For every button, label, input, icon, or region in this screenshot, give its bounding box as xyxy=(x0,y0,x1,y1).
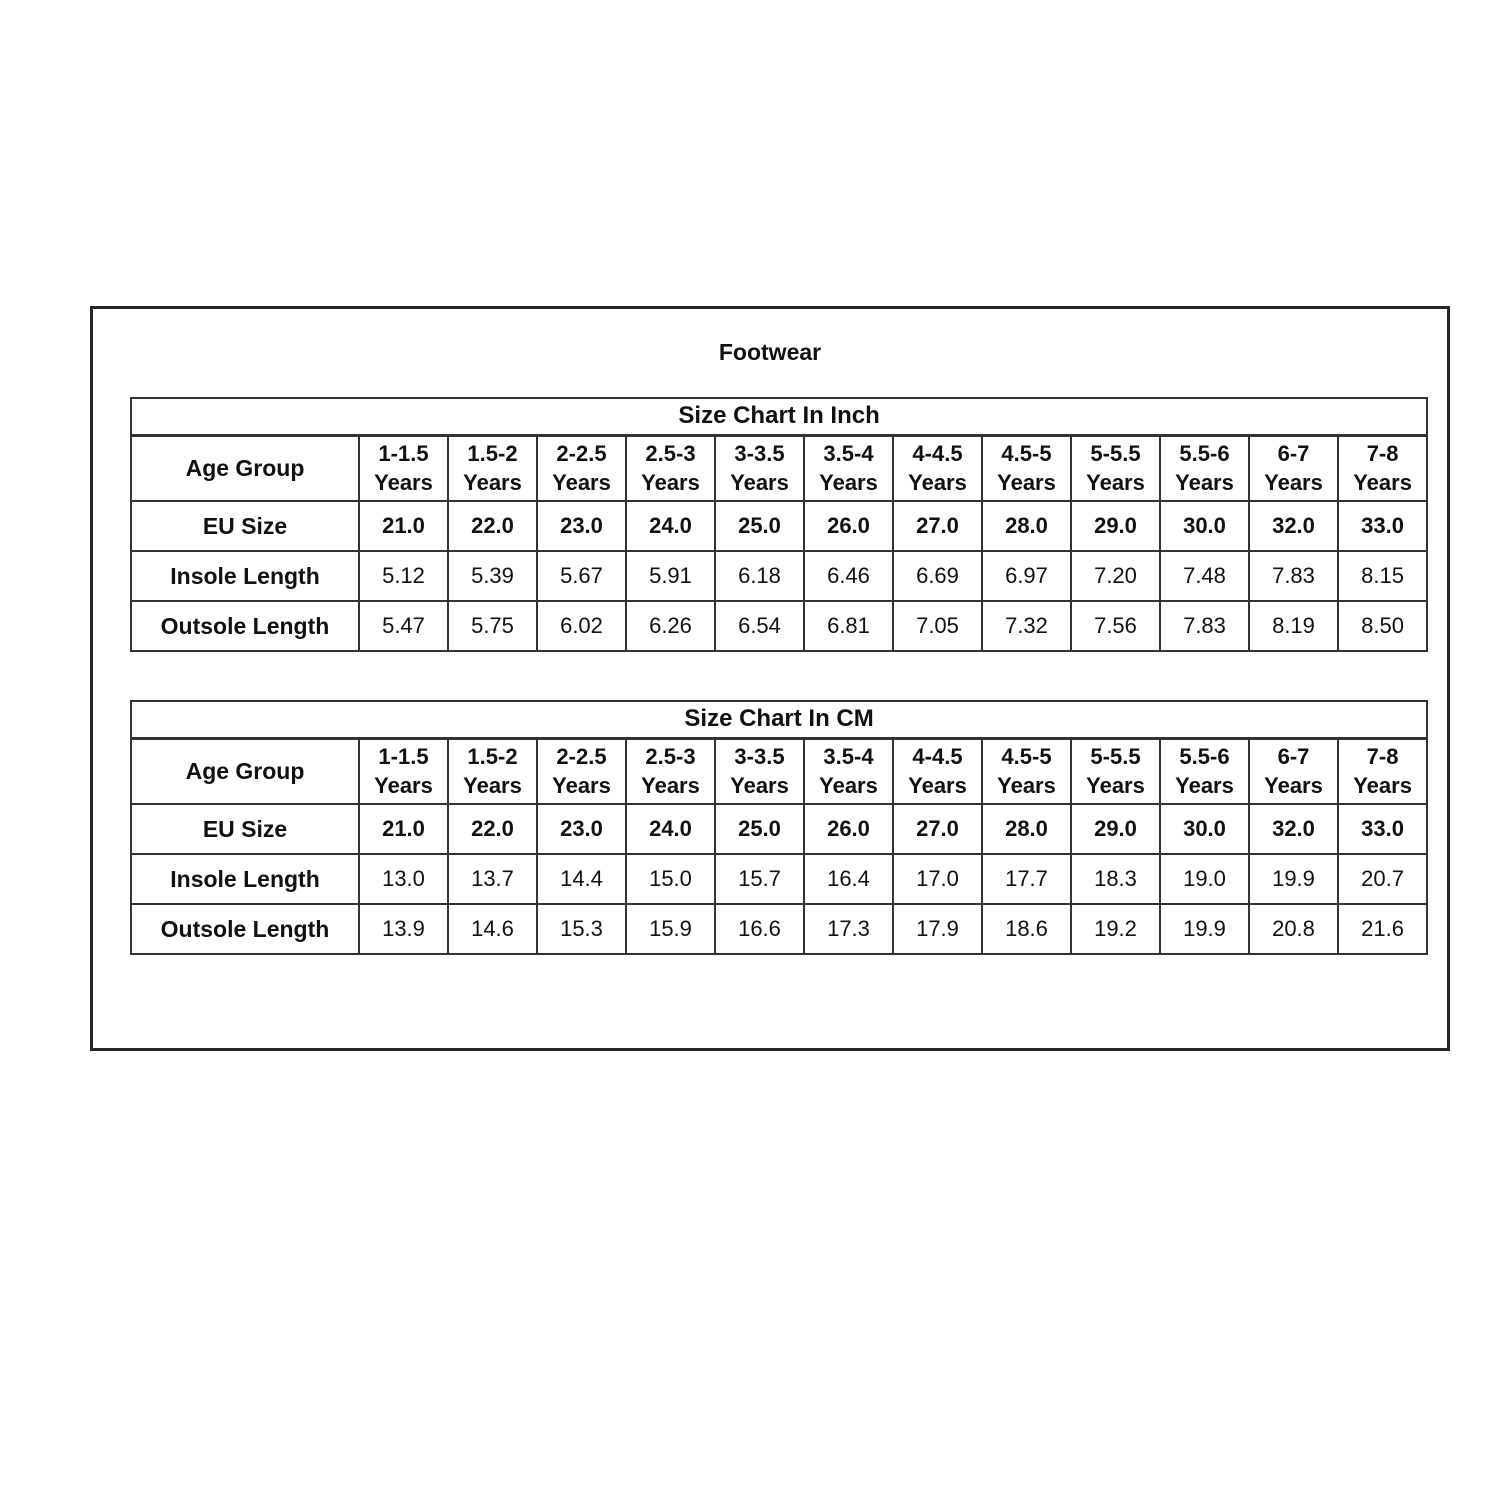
insole-length-cell: 5.67 xyxy=(537,551,626,601)
age-group-cell: 4.5-5 Years xyxy=(982,738,1071,804)
eu-size-cell: 28.0 xyxy=(982,804,1071,854)
outsole-length-cell: 5.47 xyxy=(359,601,448,651)
outsole-length-cell: 13.9 xyxy=(359,904,448,954)
eu-size-cell: 27.0 xyxy=(893,804,982,854)
age-group-cell: 3-3.5 Years xyxy=(715,435,804,501)
outsole-length-cell: 14.6 xyxy=(448,904,537,954)
row-label-age-group: Age Group xyxy=(131,738,359,804)
outsole-length-cell: 8.19 xyxy=(1249,601,1338,651)
outsole-length-cell: 6.81 xyxy=(804,601,893,651)
insole-length-cell: 15.7 xyxy=(715,854,804,904)
outsole-length-cell: 17.9 xyxy=(893,904,982,954)
age-group-cell: 2-2.5 Years xyxy=(537,435,626,501)
insole-length-cell: 6.46 xyxy=(804,551,893,601)
insole-length-cell: 19.0 xyxy=(1160,854,1249,904)
insole-length-cell: 17.0 xyxy=(893,854,982,904)
insole-length-cell: 7.20 xyxy=(1071,551,1160,601)
outsole-length-cell: 6.26 xyxy=(626,601,715,651)
eu-size-cell: 29.0 xyxy=(1071,501,1160,551)
insole-length-cell: 5.39 xyxy=(448,551,537,601)
age-group-cell: 5.5-6 Years xyxy=(1160,738,1249,804)
eu-size-cell: 27.0 xyxy=(893,501,982,551)
age-group-cell: 5-5.5 Years xyxy=(1071,435,1160,501)
outsole-length-cell: 7.32 xyxy=(982,601,1071,651)
insole-length-cell: 5.12 xyxy=(359,551,448,601)
outsole-length-cell: 7.05 xyxy=(893,601,982,651)
age-group-cell: 6-7 Years xyxy=(1249,435,1338,501)
eu-size-cell: 23.0 xyxy=(537,804,626,854)
age-group-cell: 6-7 Years xyxy=(1249,738,1338,804)
age-group-cell: 5.5-6 Years xyxy=(1160,435,1249,501)
outsole-length-cell: 5.75 xyxy=(448,601,537,651)
outsole-length-cell: 7.83 xyxy=(1160,601,1249,651)
age-group-cell: 3-3.5 Years xyxy=(715,738,804,804)
age-group-cell: 4.5-5 Years xyxy=(982,435,1071,501)
eu-size-cell: 30.0 xyxy=(1160,804,1249,854)
outsole-length-cell: 15.9 xyxy=(626,904,715,954)
age-group-cell: 5-5.5 Years xyxy=(1071,738,1160,804)
age-group-cell: 1.5-2 Years xyxy=(448,738,537,804)
outsole-length-cell: 18.6 xyxy=(982,904,1071,954)
age-group-cell: 2-2.5 Years xyxy=(537,738,626,804)
insole-length-cell: 6.97 xyxy=(982,551,1071,601)
eu-size-cell: 22.0 xyxy=(448,501,537,551)
insole-length-cell: 6.69 xyxy=(893,551,982,601)
outsole-length-cell: 6.54 xyxy=(715,601,804,651)
eu-size-cell: 25.0 xyxy=(715,804,804,854)
age-group-cell: 1-1.5 Years xyxy=(359,738,448,804)
age-group-cell: 2.5-3 Years xyxy=(626,435,715,501)
age-group-cell: 3.5-4 Years xyxy=(804,738,893,804)
size-chart-inch-table xyxy=(130,397,1428,652)
eu-size-cell: 24.0 xyxy=(626,501,715,551)
eu-size-cell: 32.0 xyxy=(1249,501,1338,551)
eu-size-cell: 26.0 xyxy=(804,804,893,854)
row-label-outsole-length: Outsole Length xyxy=(131,601,359,651)
outsole-length-cell: 20.8 xyxy=(1249,904,1338,954)
eu-size-cell: 26.0 xyxy=(804,501,893,551)
outsole-length-cell: 19.2 xyxy=(1071,904,1160,954)
table-title: Size Chart In CM xyxy=(131,701,1427,738)
table-title: Size Chart In Inch xyxy=(131,398,1427,435)
outsole-length-cell: 7.56 xyxy=(1071,601,1160,651)
outsole-length-cell: 15.3 xyxy=(537,904,626,954)
insole-length-cell: 13.0 xyxy=(359,854,448,904)
insole-length-cell: 7.48 xyxy=(1160,551,1249,601)
row-label-eu-size: EU Size xyxy=(131,804,359,854)
eu-size-cell: 22.0 xyxy=(448,804,537,854)
eu-size-cell: 21.0 xyxy=(359,804,448,854)
outsole-length-cell: 8.50 xyxy=(1338,601,1427,651)
age-group-cell: 4-4.5 Years xyxy=(893,738,982,804)
insole-length-cell: 7.83 xyxy=(1249,551,1338,601)
size-chart-panel xyxy=(90,306,1450,1051)
age-group-cell: 4-4.5 Years xyxy=(893,435,982,501)
age-group-cell: 3.5-4 Years xyxy=(804,435,893,501)
eu-size-cell: 29.0 xyxy=(1071,804,1160,854)
insole-length-cell: 16.4 xyxy=(804,854,893,904)
insole-length-cell: 6.18 xyxy=(715,551,804,601)
age-group-cell: 7-8 Years xyxy=(1338,435,1427,501)
eu-size-cell: 24.0 xyxy=(626,804,715,854)
age-group-cell: 1.5-2 Years xyxy=(448,435,537,501)
outsole-length-cell: 19.9 xyxy=(1160,904,1249,954)
outsole-length-cell: 6.02 xyxy=(537,601,626,651)
age-group-cell: 1-1.5 Years xyxy=(359,435,448,501)
insole-length-cell: 20.7 xyxy=(1338,854,1427,904)
eu-size-cell: 32.0 xyxy=(1249,804,1338,854)
row-label-age-group: Age Group xyxy=(131,435,359,501)
size-chart-cm-table xyxy=(130,700,1428,955)
outsole-length-cell: 16.6 xyxy=(715,904,804,954)
page-title: Footwear xyxy=(718,339,822,365)
row-label-eu-size: EU Size xyxy=(131,501,359,551)
insole-length-cell: 5.91 xyxy=(626,551,715,601)
eu-size-cell: 28.0 xyxy=(982,501,1071,551)
insole-length-cell: 17.7 xyxy=(982,854,1071,904)
insole-length-cell: 18.3 xyxy=(1071,854,1160,904)
outsole-length-cell: 21.6 xyxy=(1338,904,1427,954)
age-group-cell: 2.5-3 Years xyxy=(626,738,715,804)
eu-size-cell: 33.0 xyxy=(1338,804,1427,854)
insole-length-cell: 14.4 xyxy=(537,854,626,904)
age-group-cell: 7-8 Years xyxy=(1338,738,1427,804)
insole-length-cell: 13.7 xyxy=(448,854,537,904)
eu-size-cell: 23.0 xyxy=(537,501,626,551)
insole-length-cell: 15.0 xyxy=(626,854,715,904)
row-label-insole-length: Insole Length xyxy=(131,551,359,601)
row-label-insole-length: Insole Length xyxy=(131,854,359,904)
eu-size-cell: 25.0 xyxy=(715,501,804,551)
insole-length-cell: 8.15 xyxy=(1338,551,1427,601)
eu-size-cell: 33.0 xyxy=(1338,501,1427,551)
row-label-outsole-length: Outsole Length xyxy=(131,904,359,954)
outsole-length-cell: 17.3 xyxy=(804,904,893,954)
insole-length-cell: 19.9 xyxy=(1249,854,1338,904)
eu-size-cell: 30.0 xyxy=(1160,501,1249,551)
eu-size-cell: 21.0 xyxy=(359,501,448,551)
